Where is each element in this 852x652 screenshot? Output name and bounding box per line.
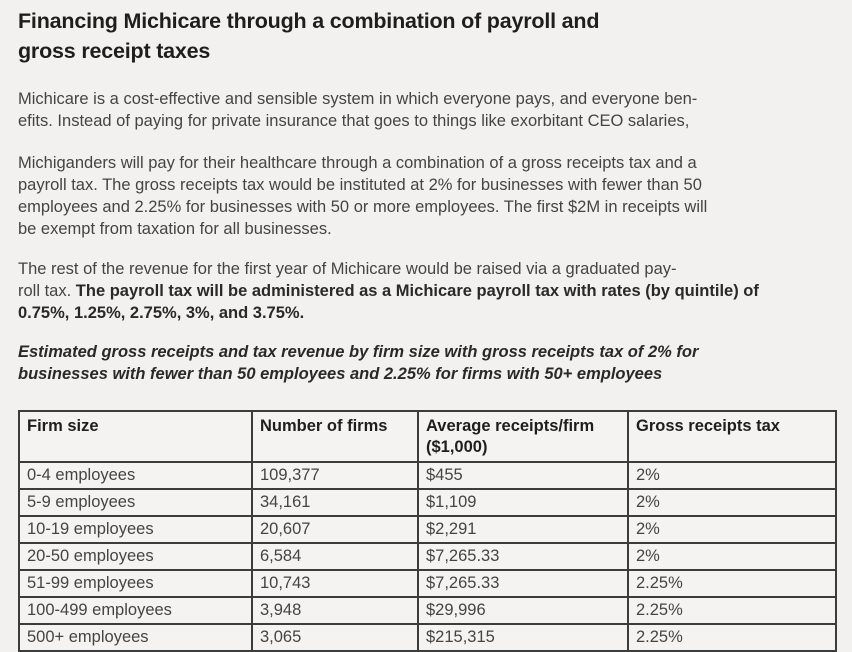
- paragraph-line: The rest of the revenue for the first year of Michicare would be raised via a graduated pay-: [18, 260, 677, 278]
- cell-tax-rate: 2%: [628, 516, 836, 543]
- column-header-firm-size: Firm size: [19, 411, 252, 462]
- column-header-number-of-firms: Number of firms: [252, 411, 418, 462]
- cell-average-receipts: $2,291: [418, 516, 628, 543]
- cell-number-of-firms: 10,743: [252, 570, 418, 597]
- cell-number-of-firms: 109,377: [252, 462, 418, 489]
- cell-average-receipts: $7,265.33: [418, 570, 628, 597]
- gross-receipts-table: [18, 410, 837, 652]
- caption-line: Estimated gross receipts and tax revenue by firm size with gross receipts tax of 2% for: [18, 343, 699, 361]
- cell-average-receipts: $7,265.33: [418, 543, 628, 570]
- cell-tax-rate: 2%: [628, 462, 836, 489]
- cell-number-of-firms: 3,065: [252, 624, 418, 651]
- paragraph-line: employees and 2.25% for businesses with 50 or more employees. The first $2M in receipts will: [18, 198, 708, 216]
- cell-number-of-firms: 20,607: [252, 516, 418, 543]
- paragraph-intro: [18, 88, 835, 132]
- cell-firm-size: 20-50 employees: [19, 543, 252, 570]
- table-row: [19, 624, 836, 651]
- caption-line: businesses with fewer than 50 employees and 2.25% for firms with 50+ employees: [18, 365, 663, 383]
- column-header-gross-receipts-tax: Gross receipts tax: [628, 411, 836, 462]
- table-row: [19, 489, 836, 516]
- column-header-average-receipts: Average receipts/firm ($1,000): [418, 411, 628, 462]
- cell-firm-size: 5-9 employees: [19, 489, 252, 516]
- paragraph-segment-normal: roll tax.: [18, 282, 76, 300]
- paragraph-line: Michiganders will pay for their healthcare through a combination of a gross receipts tax and a: [18, 154, 697, 172]
- cell-tax-rate: 2.25%: [628, 624, 836, 651]
- paragraph-line: [18, 280, 835, 302]
- cell-tax-rate: 2.25%: [628, 597, 836, 624]
- paragraph-line: Michicare is a cost-effective and sensible system in which everyone pays, and everyone ben-: [18, 90, 698, 108]
- cell-tax-rate: 2%: [628, 489, 836, 516]
- paragraph-line-bold: 0.75%, 1.25%, 2.75%, 3%, and 3.75%.: [18, 304, 305, 322]
- table-row: [19, 516, 836, 543]
- paragraph-tax-structure: [18, 152, 835, 240]
- page-title: [18, 6, 835, 66]
- cell-number-of-firms: 6,584: [252, 543, 418, 570]
- paragraph-line: efits. Instead of paying for private insurance that goes to things like exorbitant CEO salaries,: [18, 112, 690, 130]
- cell-average-receipts: $215,315: [418, 624, 628, 651]
- cell-firm-size: 51-99 employees: [19, 570, 252, 597]
- cell-firm-size: 500+ employees: [19, 624, 252, 651]
- cell-firm-size: 10-19 employees: [19, 516, 252, 543]
- paragraph-line: payroll tax. The gross receipts tax would be instituted at 2% for businesses with fewer than 50: [18, 176, 702, 194]
- page-title-line-2: gross receipt taxes: [18, 39, 211, 63]
- cell-average-receipts: $455: [418, 462, 628, 489]
- cell-average-receipts: $29,996: [418, 597, 628, 624]
- cell-tax-rate: 2.25%: [628, 570, 836, 597]
- cell-tax-rate: 2%: [628, 543, 836, 570]
- cell-average-receipts: $1,109: [418, 489, 628, 516]
- table-row: [19, 570, 836, 597]
- paragraph-line: be exempt from taxation for all businesses.: [18, 220, 332, 238]
- cell-firm-size: 0-4 employees: [19, 462, 252, 489]
- table-row: [19, 597, 836, 624]
- cell-number-of-firms: 3,948: [252, 597, 418, 624]
- cell-firm-size: 100-499 employees: [19, 597, 252, 624]
- paragraph-segment-bold: The payroll tax will be administered as a Michicare payroll tax with rates (by quintile) of: [75, 282, 759, 300]
- table-caption: [18, 341, 835, 385]
- paragraph-payroll-tax: [18, 258, 835, 324]
- table-row: [19, 543, 836, 570]
- cell-number-of-firms: 34,161: [252, 489, 418, 516]
- table-header-row: [19, 411, 836, 462]
- table-row: [19, 462, 836, 489]
- page-title-line-1: Financing Michicare through a combination of payroll and: [18, 9, 600, 33]
